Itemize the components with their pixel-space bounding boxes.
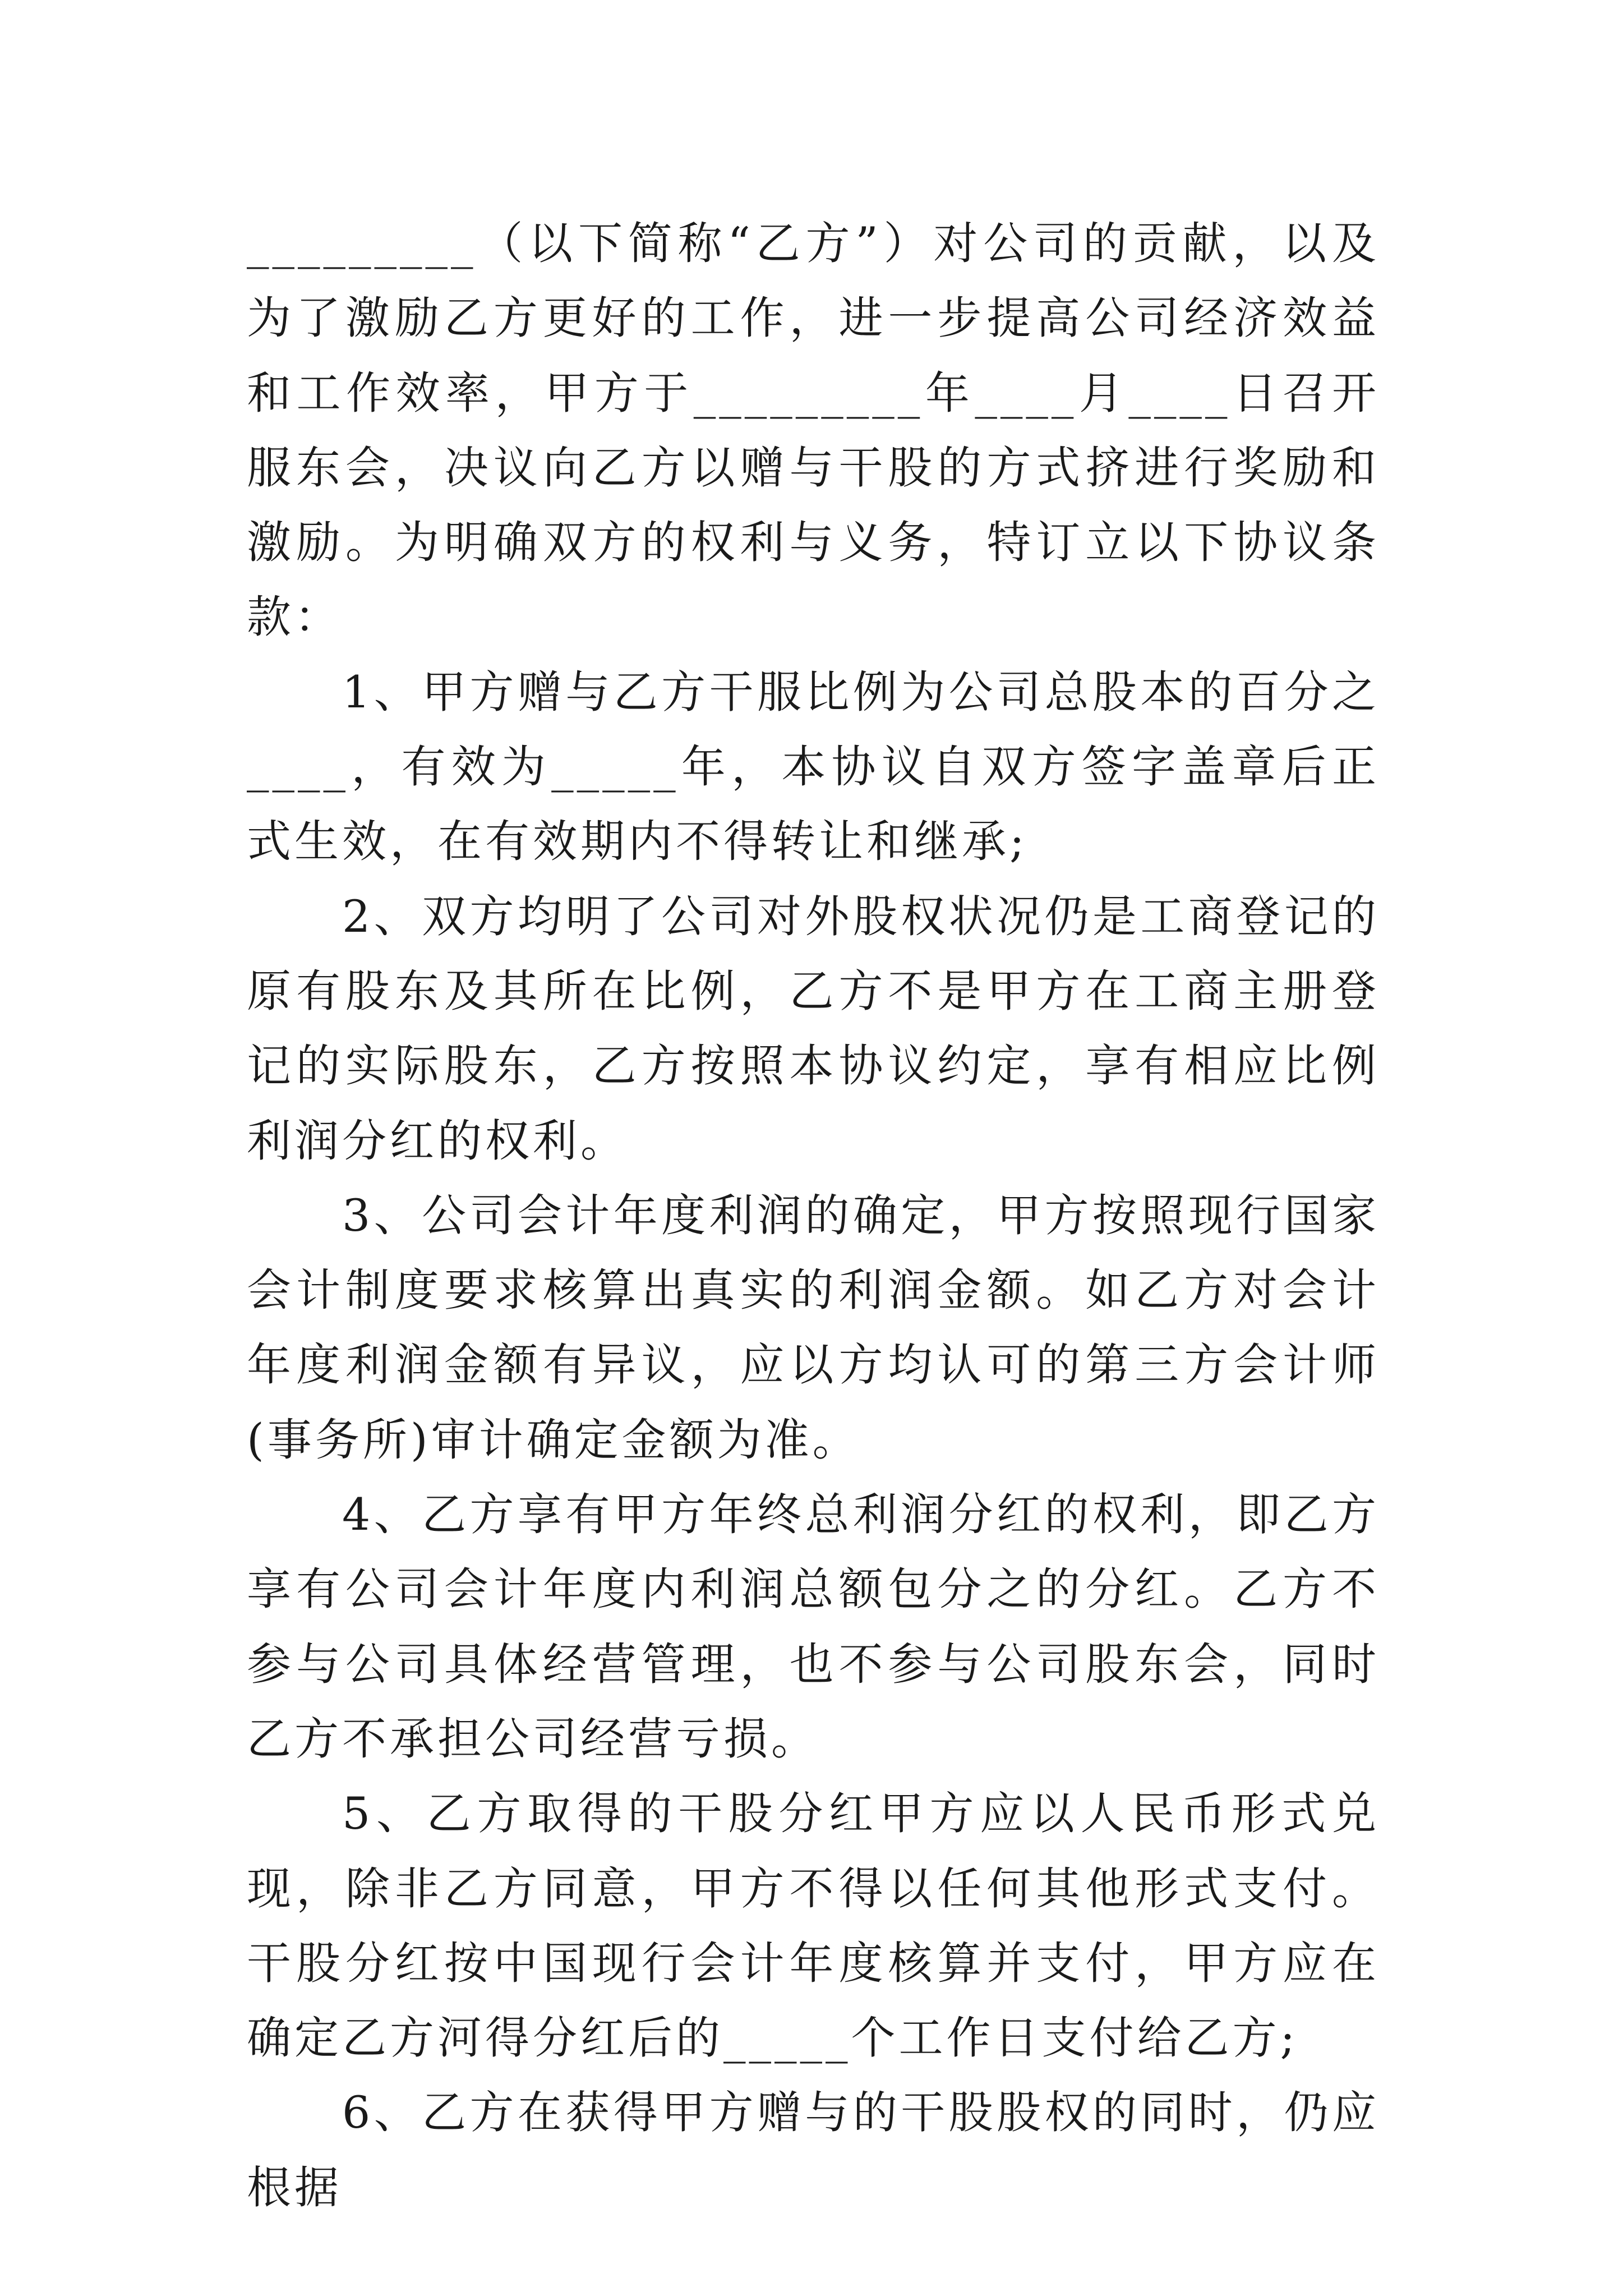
document-body	[247, 206, 1380, 2225]
paragraph-clause-2: 2、双方均明了公司对外股权状况仍是工商登记的原有股东及其所在比例，乙方不是甲方在工商主册登记的实际股东，乙方按照本协议约定，享有相应比例利润分红的权利。	[247, 890, 1380, 1167]
paragraph-clause-6: 6、乙方在获得甲方赠与的干股股权的同时，仍应根据	[247, 2087, 1380, 2214]
paragraph-clause-3: 3、公司会计年度利润的确定，甲方按照现行国家会计制度要求核算出真实的利润金额。如乙方对会计年度利润金额有异议，应以方均认可的第三方会计师(事务所)审计确定金额为准。	[247, 1189, 1380, 1466]
paragraph-clause-4: 4、乙方享有甲方年终总利润分红的权利，即乙方享有公司会计年度内利润总额包分之的分红。乙方不参与公司具体经营管理，也不参与公司股东会，同时乙方不承担公司经营亏损。	[247, 1489, 1380, 1765]
paragraph-clause-1: 1、甲方赠与乙方干服比例为公司总股本的百分之____，有效为_____年，本协议自双方签字盖章后正式生效，在有效期内不得转让和继承;	[247, 666, 1380, 868]
paragraph-clause-5: 5、乙方取得的干股分红甲方应以人民币形式兑现，除非乙方同意，甲方不得以任何其他形式支付。干股分红按中国现行会计年度核算并支付，甲方应在确定乙方河得分红后的_____个工作日支付给乙方;	[247, 1788, 1380, 2064]
paragraph-intro: _________（以下简称“乙方”）对公司的贡献，以及为了激励乙方更好的工作，进一步提高公司经济效益和工作效率，甲方于_________年____月____日召开服东会，决议向乙方以赠与干股的方式挤进行奖励和激励。为明确双方的权利与义务，特订立以下协议条款：	[247, 218, 1380, 643]
